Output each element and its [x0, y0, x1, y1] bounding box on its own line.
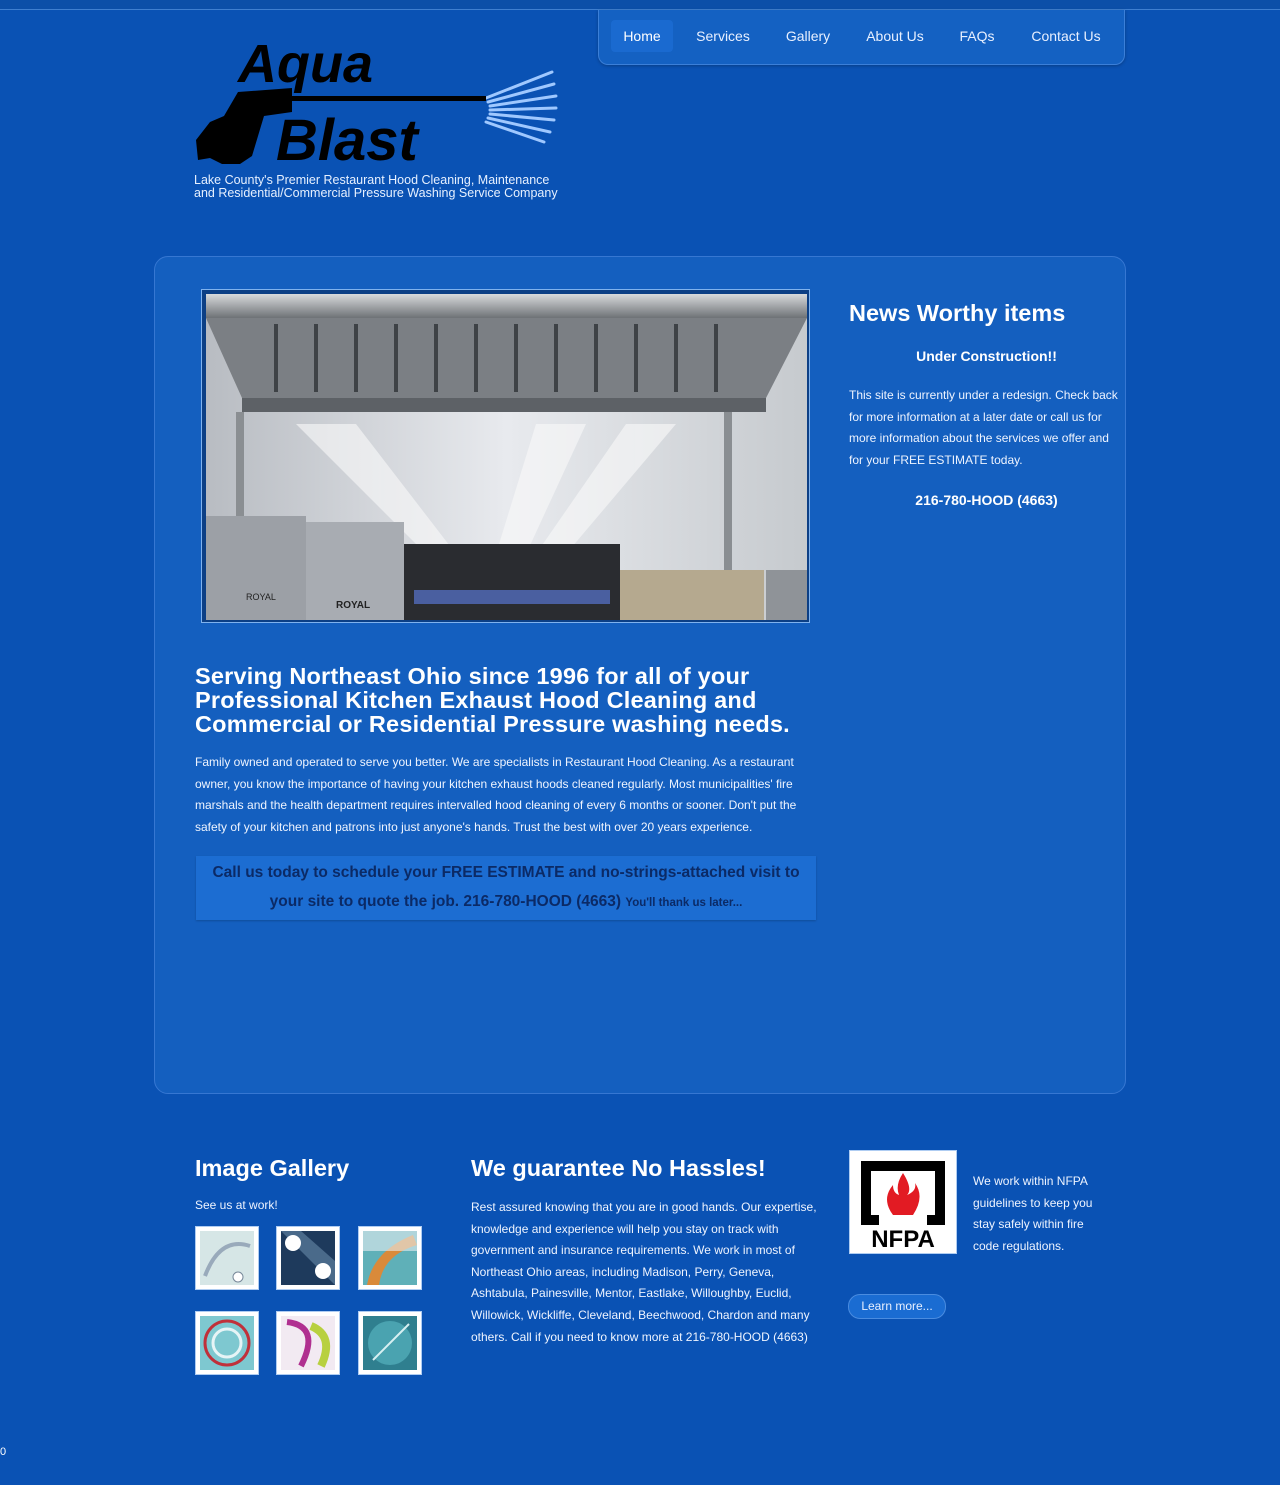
guarantee-body: Rest assured knowing that you are in good hands. Our expertise, knowledge and experience will help you stay on track with government and insurance requirements. We work in most of Northeast Ohio areas, including Madison, Perry, Geneva, Ashtabula, Painesville, Mentor, Eastlake, Willoughby, Euclid, Willowick, Wickliffe, Cleveland, Beechwood, Chardon and many others. Call if you need to know more at 216-780-HOOD (4663)	[471, 1200, 817, 1344]
cta-main-text	[196, 856, 816, 918]
logo-word-aqua: Aqua	[238, 36, 373, 94]
gallery-image-6	[363, 1316, 417, 1370]
gallery-image-1	[200, 1231, 254, 1285]
gallery-thumb-2[interactable]	[276, 1226, 340, 1290]
gallery-image-3	[363, 1231, 417, 1285]
nfpa-flame-icon	[855, 1155, 951, 1249]
gallery-thumb-6[interactable]	[358, 1311, 422, 1375]
gallery-thumb-5[interactable]	[276, 1311, 340, 1375]
nav-gallery[interactable]: Gallery	[785, 28, 831, 44]
gallery-image-2	[281, 1231, 335, 1285]
site-logo[interactable]	[194, 36, 594, 206]
news-subtitle: Under Construction!!	[916, 348, 1057, 364]
photo-label-royal-1: ROYAL	[246, 592, 276, 602]
gallery-thumb-4[interactable]	[195, 1311, 259, 1375]
logo-tagline-line1: Lake County's Premier Restaurant Hood Cleaning, Maintenance	[194, 173, 550, 187]
logo-tagline-line2: and Residential/Commercial Pressure Washing Service Company	[194, 186, 558, 200]
logo-word-blast: Blast	[276, 108, 418, 172]
page-counter: 0	[0, 1446, 7, 1458]
kitchen-hood-photo	[201, 289, 810, 623]
intro-paragraph: Family owned and operated to serve you better. We are specialists in Restaurant Hood Cleaning. As a restaurant owner, you know the importance of having your kitchen exhaust hoods cleaned regularly. Most municipalities' fire marshals and the health department requires intervalled hood cleaning of every 6 months or sooner. Don't put the safety of your kitchen and patrons into just anyone's hands. Trust the best with over 20 years experience.	[195, 755, 797, 834]
spray-icon	[486, 72, 556, 142]
news-body: This site is currently under a redesign. Check back for more information at a later date or call us for more information about the services we offer and for your FREE ESTIMATE today.	[849, 388, 1118, 467]
top-border	[0, 0, 1280, 10]
gallery-subtitle: See us at work!	[195, 1198, 278, 1212]
call-to-action-box	[196, 856, 816, 920]
cta-main-label: Call us today to schedule your FREE ESTIMATE and no-strings-attached visit to your site to quote the job. 216-780-HOOD (4663)	[212, 864, 800, 910]
gallery-thumb-1[interactable]	[195, 1226, 259, 1290]
gallery-title: Image Gallery	[195, 1155, 350, 1181]
nfpa-text: We work within NFPA guidelines to keep you stay safely within fire code regulations.	[973, 1174, 1093, 1253]
learn-more-button[interactable]: Learn more...	[848, 1294, 946, 1319]
nav-about-us[interactable]: About Us	[866, 28, 924, 44]
gallery-thumb-3[interactable]	[358, 1226, 422, 1290]
page-headline: Serving Northeast Ohio since 1996 for all of your Professional Kitchen Exhaust Hood Cleaning and Commercial or Residential Pressure washing needs.	[195, 663, 790, 737]
logo-tagline	[194, 174, 558, 200]
main-nav	[598, 10, 1125, 65]
nav-faqs[interactable]: FAQs	[959, 28, 995, 44]
nav-contact-us[interactable]: Contact Us	[1031, 28, 1101, 44]
nav-services[interactable]: Services	[696, 28, 750, 44]
aqua-blast-logo-graphic	[194, 36, 594, 172]
news-phone: 216-780-HOOD (4663)	[915, 492, 1058, 508]
gallery-image-4	[200, 1316, 254, 1370]
gallery-image-5	[281, 1316, 335, 1370]
nfpa-logo-text: NFPA	[871, 1226, 935, 1249]
news-title: News Worthy items	[849, 300, 1066, 326]
cta-small-text: You'll thank us later...	[625, 897, 743, 909]
nfpa-logo	[849, 1150, 957, 1254]
guarantee-title: We guarantee No Hassles!	[471, 1155, 766, 1181]
kitchen-hood-image	[206, 294, 807, 620]
photo-label-royal-2: ROYAL	[336, 600, 371, 611]
nav-home[interactable]: Home	[611, 20, 673, 52]
